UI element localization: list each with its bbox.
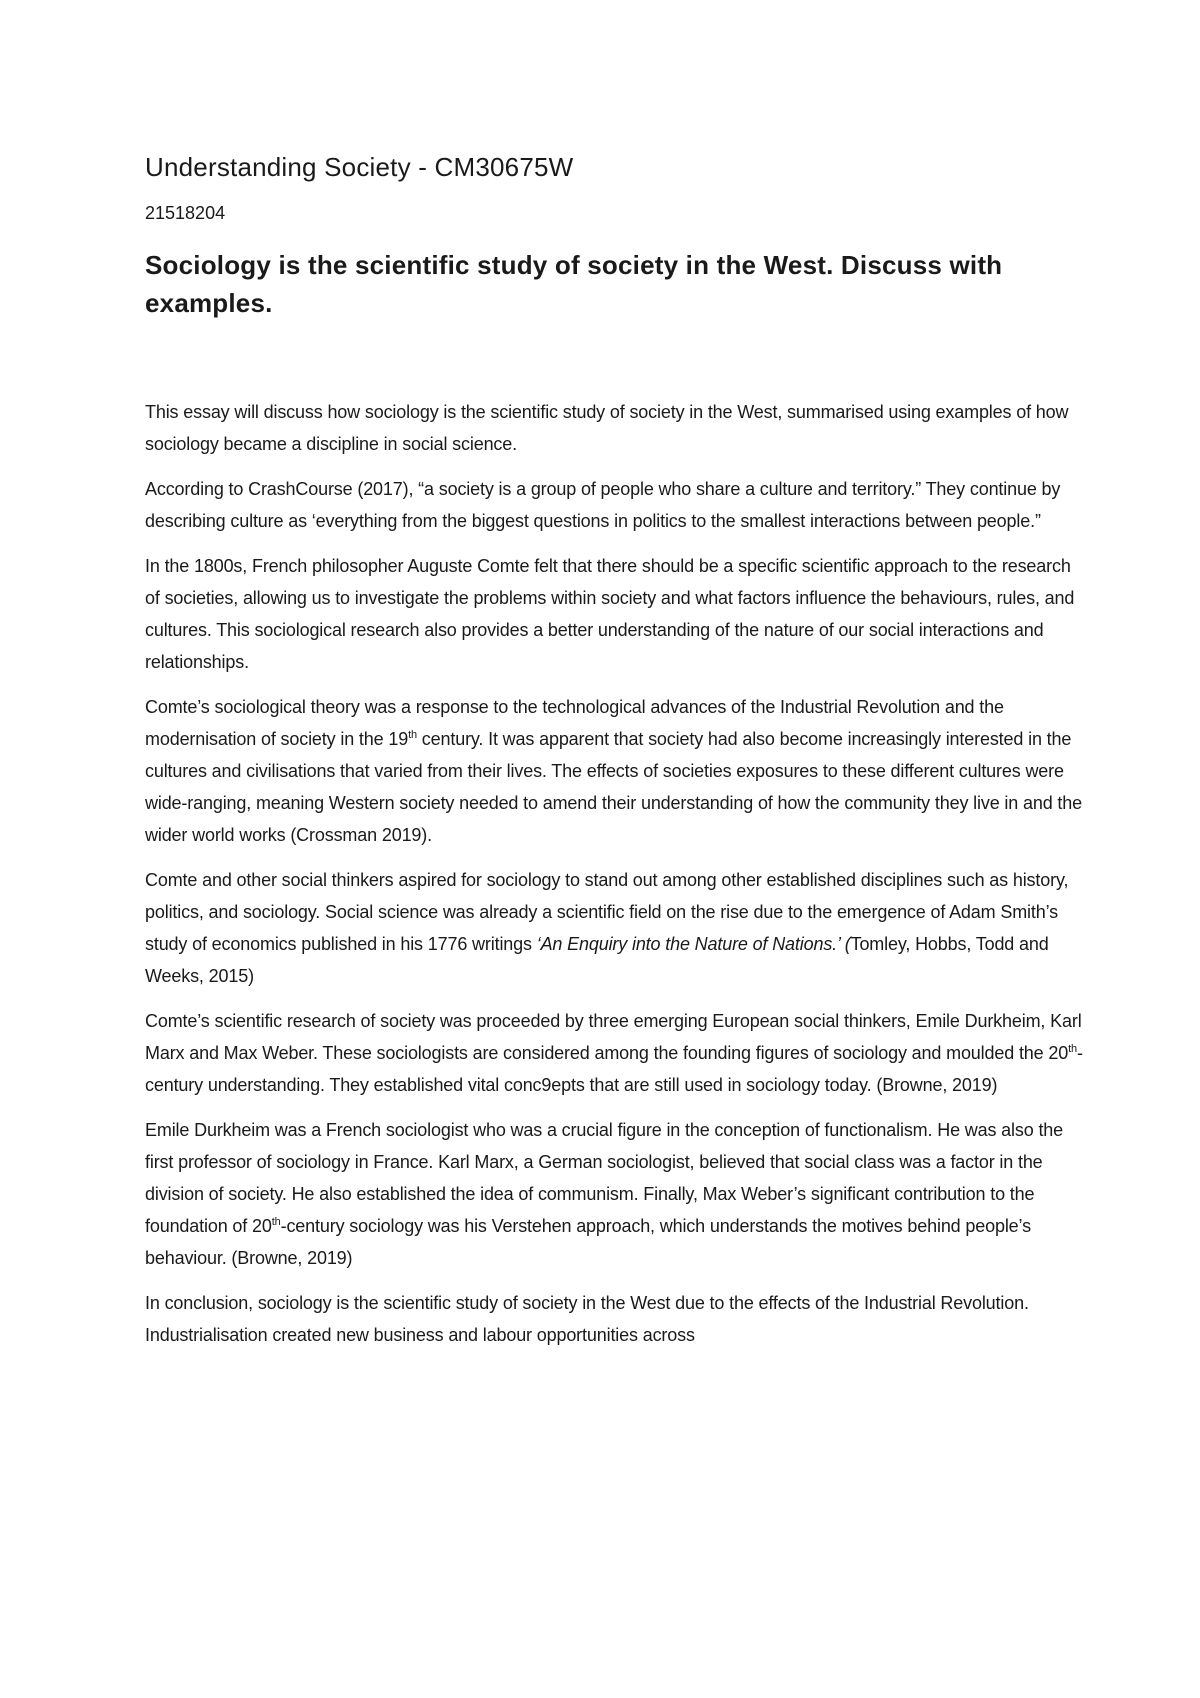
text-segment: Emile Durkheim was a French sociologist who was a crucial figure in the conception of functionalism. He was also the first professor of sociology in France. Karl Marx, a German sociologist, believed that social class was a factor in the division of society. He also established the idea of communism. Finally, Max Weber’s significant contribution to the foundation of 20 [145,1120,1064,1236]
superscript: th [408,729,417,741]
text-segment: Comte and other social thinkers aspired for sociology to stand out among other established disciplines such as history, politics, and sociology. Social science was already a scientific field on the rise due to the emergence of Adam Smith’s study of economics published in his 1776 writings [145,870,1069,954]
text-segment: Comte’s sociological theory was a response to the technological advances of the Industrial Revolution and the modernisation of society in the 19 [145,697,1004,749]
text-segment: -century sociology was his Verstehen approach, which understands the motives behind people’s behaviour. (Browne, 2019) [145,1216,1031,1268]
paragraph-conclusion: In conclusion, sociology is the scientific study of society in the West due to the effects of the Industrial Revolution. Industrialisation created new business and labour opportunities across [145,1293,1029,1345]
superscript: th [1068,1043,1077,1055]
italic-book-title: ‘An Enquiry into the Nature of Nations.’ ( [536,934,851,954]
paragraph-founding-figures [145,1005,1085,1101]
paragraph-introduction: This essay will discuss how sociology is the scientific study of society in the West, summarised using examples of how sociology became a discipline in social science. [145,402,1069,454]
paragraph-industrial-revolution [145,691,1085,851]
text-segment: -century understanding. They established vital conc9epts that are still used in sociology today. (Browne, 2019) [145,1043,1083,1095]
text-segment: Comte’s scientific research of society was proceeded by three emerging European social thinkers, Emile Durkheim, Karl Marx and Max Weber. These sociologists are considered among the founding figures of sociology and moulded the 20 [145,1011,1082,1063]
document-body [145,150,1085,1364]
paragraph-durkheim-marx-weber [145,1114,1085,1274]
essay-question: Sociology is the scientific study of society in the West. Discuss with examples. [145,250,1003,318]
text-segment: century. It was apparent that society had also become increasingly interested in the cultures and civilisations that varied from their lives. The effects of societies exposures to these different cultures were wide-ranging, meaning Western society needed to amend their understanding of how the community they live in and the wider world works (Crossman 2019). [145,729,1082,845]
student-id: 21518204 [145,203,226,223]
superscript: th [271,1216,281,1228]
paragraph-comte: In the 1800s, French philosopher Auguste Comte felt that there should be a specific scientific approach to the research of societies, allowing us to investigate the problems within society and what factors influence the behaviours, rules, and cultures. This sociological research also provides a better understanding of the nature of our social interactions and relationships. [145,556,1075,672]
paragraph-definition: According to CrashCourse (2017), “a society is a group of people who share a culture and territory.” They continue by describing culture as ‘everything from the biggest questions in politics to the smallest interactions between people.” [145,479,1061,531]
text-segment: Tomley, Hobbs, Todd and Weeks, 2015) [145,934,1049,986]
document-title: Understanding Society - CM30675W [145,152,574,182]
paragraph-social-thinkers [145,864,1085,992]
